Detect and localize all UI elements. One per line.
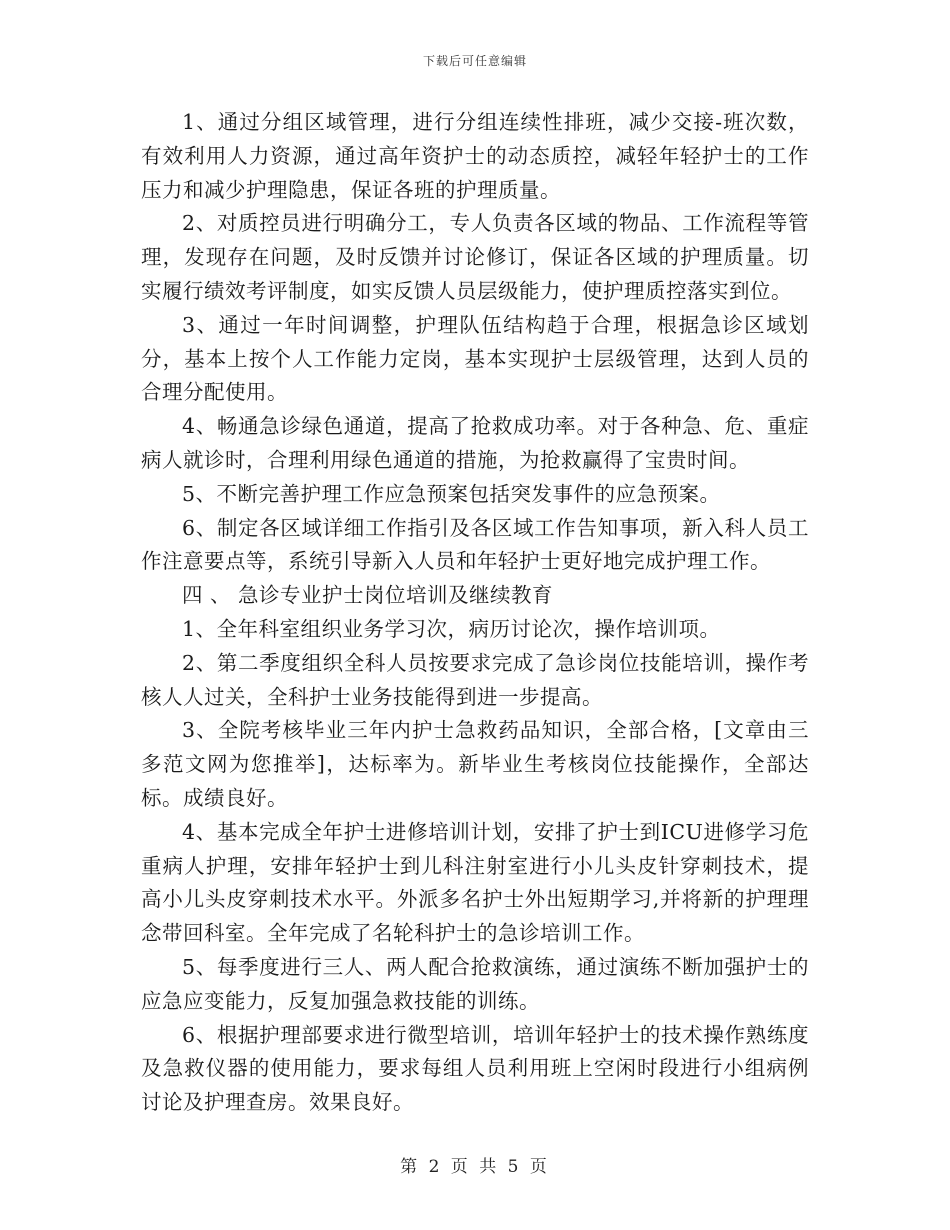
paragraph-7: 1、全年科室组织业务学习次，病历讨论次，操作培训项。: [182, 616, 721, 641]
paragraph-10: 4、基本完成全年护士进修培训计划，安排了护士到ICU进修学习危重病人护理，安排年轻护士到儿科注射室进行小儿头皮针穿刺技术，提高小儿头皮穿刺技术水平。外派多名护士外出短期学习,并将新的护理理念带回科室。全年完成了名轮科护士的急诊培训工作。: [141, 819, 809, 946]
paragraph-2: 2、对质控员进行明确分工，专人负责各区域的物品、工作流程等管理，发现存在问题，及时反馈并讨论修订，保证各区域的护理质量。切实履行绩效考评制度，如实反馈人员层级能力，使护理质控落实到位。: [141, 211, 809, 303]
paragraph-1: 1、通过分组区域管理，进行分组连续性排班，减少交接-班次数，有效利用人力资源，通过高年资护士的动态质控，减轻年轻护士的工作压力和减少护理隐患，保证各班的护理质量。: [141, 110, 809, 202]
paragraph-12: 6、根据护理部要求进行微型培训，培训年轻护士的技术操作熟练度及急救仪器的使用能力，要求每组人员利用班上空闲时段进行小组病例讨论及护理查房。效果良好。: [141, 1022, 809, 1115]
paragraph-5: 5、不断完善护理工作应急预案包括突发事件的应急预案。: [182, 481, 721, 506]
paragraph-11: 5、每季度进行三人、两人配合抢救演练，通过演练不断加强护士的应急应变能力，反复加强急救技能的训练。: [141, 954, 809, 1013]
paragraph-9: 3、全院考核毕业三年内护士急救药品知识，全部合格，[文章由三多范文网为您推举]，达标率为。新毕业生考核岗位技能操作，全部达标。成绩良好。: [141, 718, 809, 810]
paragraph-6: 6、制定各区域详细工作指引及各区域工作告知事项，新入科人员工作注意要点等，系统引导新入人员和年轻护士更好地完成护理工作。: [141, 515, 809, 574]
paragraph-4: 4、畅通急诊绿色通道，提高了抢救成功率。对于各种急、危、重症病人就诊时，合理利用绿色通道的措施，为抢救赢得了宝贵时间。: [141, 414, 809, 472]
section-heading: 四 、 急诊专业护士岗位培训及继续教育: [182, 583, 554, 608]
page-number: 第 2 页 共 5 页: [400, 1157, 550, 1177]
paragraph-3: 3、通过一年时间调整，护理队伍结构趋于合理，根据急诊区域划分，基本上按个人工作能力定岗，基本实现护士层级管理，达到人员的合理分配使用。: [141, 312, 809, 405]
document-body: [141, 106, 809, 1120]
page-header: 下载后可任意编辑: [422, 54, 527, 68]
paragraph-8: 2、第二季度组织全科人员按要求完成了急诊岗位技能培训，操作考核人人过关，全科护士业务技能得到进一步提高。: [141, 650, 809, 709]
